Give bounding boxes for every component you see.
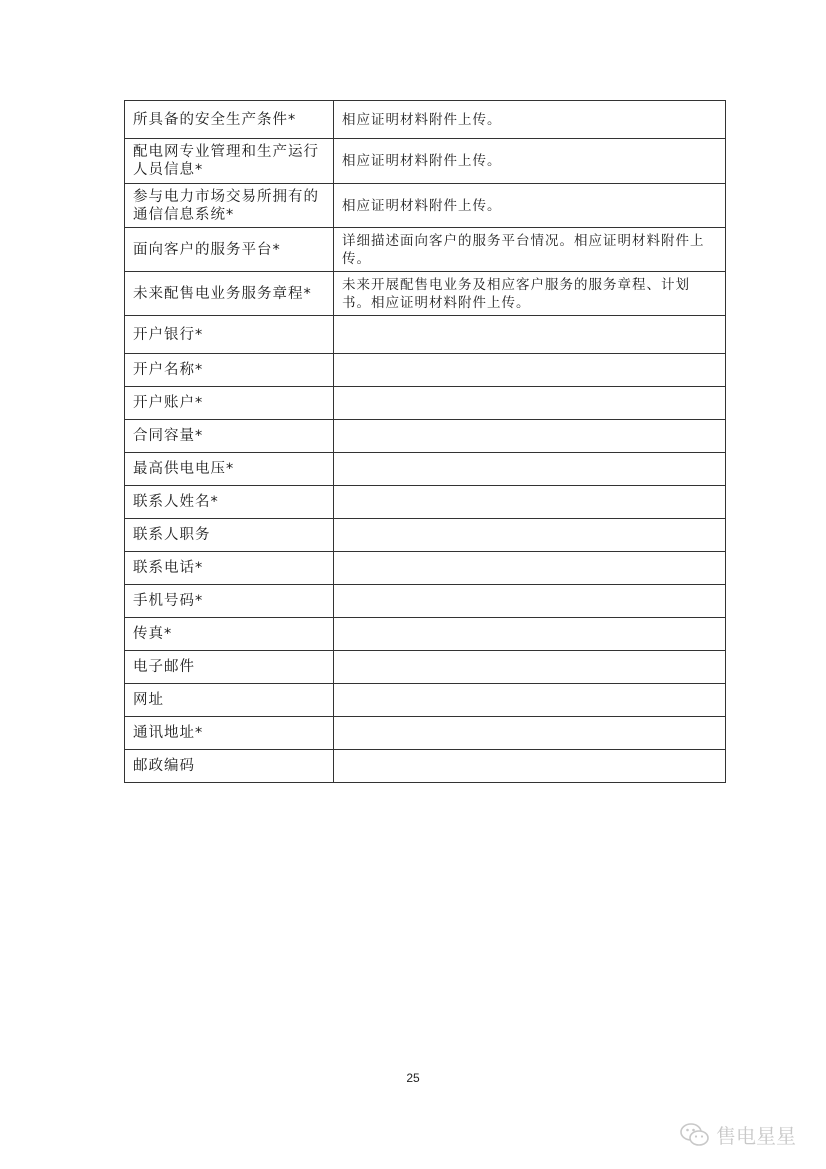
field-value-empty[interactable] (334, 420, 726, 453)
table-row (125, 387, 726, 420)
field-label: 开户名称* (125, 354, 334, 387)
field-label: 开户银行* (125, 316, 334, 354)
field-value: 未来开展配售电业务及相应客户服务的服务章程、计划书。相应证明材料附件上传。 (334, 272, 726, 316)
field-label: 配电网专业管理和生产运行人员信息* (125, 139, 334, 184)
field-label: 合同容量* (125, 420, 334, 453)
table-row (125, 684, 726, 717)
field-label: 参与电力市场交易所拥有的通信信息系统* (125, 184, 334, 228)
table-row (125, 552, 726, 585)
table-row (125, 717, 726, 750)
table-row (125, 486, 726, 519)
table-row (125, 519, 726, 552)
field-label: 未来配售电业务服务章程* (125, 272, 334, 316)
table-row (125, 101, 726, 139)
field-value-empty[interactable] (334, 750, 726, 783)
field-value-empty[interactable] (334, 618, 726, 651)
field-label: 联系人姓名* (125, 486, 334, 519)
registration-form-table (124, 100, 726, 783)
field-label: 联系人职务 (125, 519, 334, 552)
table-row (125, 420, 726, 453)
watermark (680, 1120, 796, 1149)
field-value-empty[interactable] (334, 585, 726, 618)
table-row (125, 585, 726, 618)
field-value-empty[interactable] (334, 717, 726, 750)
table-row (125, 228, 726, 272)
field-label: 所具备的安全生产条件* (125, 101, 334, 139)
field-label: 邮政编码 (125, 750, 334, 783)
page-number: 25 (406, 1071, 420, 1085)
field-value-empty[interactable] (334, 387, 726, 420)
field-value-empty[interactable] (334, 519, 726, 552)
field-value-empty[interactable] (334, 354, 726, 387)
field-label: 传真* (125, 618, 334, 651)
field-value-empty[interactable] (334, 651, 726, 684)
field-value: 相应证明材料附件上传。 (334, 139, 726, 184)
field-value-empty[interactable] (334, 684, 726, 717)
table-row (125, 354, 726, 387)
field-label: 手机号码* (125, 585, 334, 618)
field-label: 开户账户* (125, 387, 334, 420)
field-value-empty[interactable] (334, 316, 726, 354)
field-label: 联系电话* (125, 552, 334, 585)
table-row (125, 651, 726, 684)
table-row (125, 316, 726, 354)
table-row (125, 453, 726, 486)
field-value-empty[interactable] (334, 453, 726, 486)
field-label: 最高供电电压* (125, 453, 334, 486)
field-value-empty[interactable] (334, 552, 726, 585)
table-row (125, 618, 726, 651)
field-value: 相应证明材料附件上传。 (334, 101, 726, 139)
field-label: 通讯地址* (125, 717, 334, 750)
field-value: 详细描述面向客户的服务平台情况。相应证明材料附件上传。 (334, 228, 726, 272)
field-value-empty[interactable] (334, 486, 726, 519)
table-row (125, 139, 726, 184)
wechat-icon (680, 1122, 710, 1148)
table-row (125, 272, 726, 316)
field-label: 电子邮件 (125, 651, 334, 684)
table-row (125, 184, 726, 228)
field-label: 面向客户的服务平台* (125, 228, 334, 272)
field-value: 相应证明材料附件上传。 (334, 184, 726, 228)
table-row (125, 750, 726, 783)
watermark-text: 售电星星 (716, 1124, 796, 1148)
field-label: 网址 (125, 684, 334, 717)
